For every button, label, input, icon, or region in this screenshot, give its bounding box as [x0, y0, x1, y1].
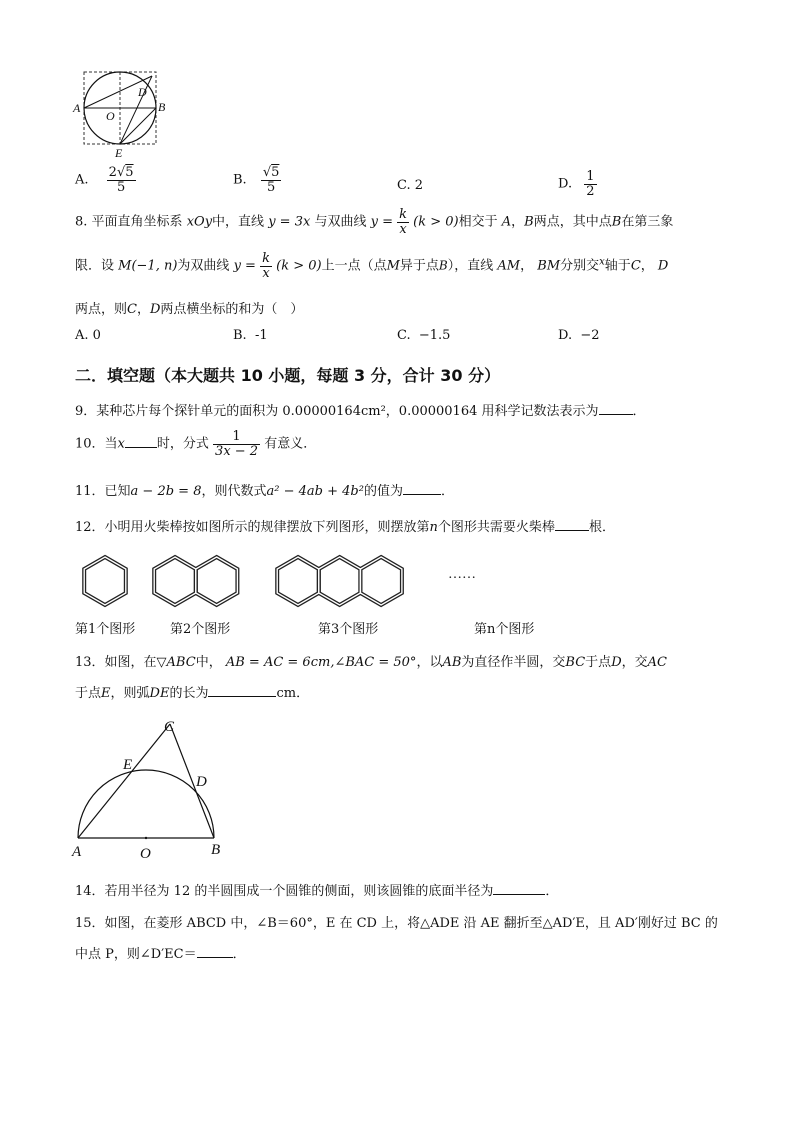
q10: 10．当x 时，分式 $\frac{1}{3x - 2}$ 有意义．: [75, 429, 317, 459]
q13-label-b: B: [211, 842, 221, 858]
q14-answer-blank[interactable]: [493, 882, 545, 895]
q12-caption-3: 第3个图形: [318, 622, 379, 637]
q13-label-a: A: [72, 844, 82, 860]
q13-line1: 13．如图，在▽ABC中， AB = AC = 6cm,∠BAC = 50°，以AB为直径作半圆，交BC于点D，交AC: [75, 655, 667, 670]
q7-label-a: A: [73, 101, 81, 115]
q15-line1: 15．如图，在菱形 ABCD 中，∠B＝60°，E 在 CD 上，将△ADE 沿 AE 翻折至△AD′E，且 AD′刚好过 BC 的: [75, 916, 718, 931]
q9: 9．某种芯片每个探针单元的面积为 0.00000164cm²，0.00000164 用科学记数法表示为 ．: [75, 404, 646, 419]
q8-option-a: A. 0: [75, 328, 101, 343]
q8-option-b: B. -1: [233, 328, 268, 343]
q7-option-a: A. $\frac{2√5}{5}$: [75, 165, 134, 195]
q7-label-b: B: [158, 100, 166, 114]
q12-answer-blank[interactable]: [555, 518, 589, 531]
match-hexagon: [319, 557, 361, 605]
q12-caption-2: 第2个图形: [170, 622, 231, 637]
q11-answer-blank[interactable]: [403, 482, 441, 495]
q8-option-d: D. −2: [558, 328, 600, 343]
q12-figure: [70, 548, 550, 614]
q7-option-d: D. $\frac{1}{2}$: [558, 169, 595, 199]
q12-caption-4: 第n个图形: [474, 622, 535, 637]
q13-segment-ac: [78, 724, 170, 838]
q11: 11．已知a − 2b = 8，则代数式a² − 4ab + 4b²的值为 ．: [75, 484, 454, 499]
q10-answer-blank[interactable]: [125, 435, 157, 448]
q7-figure: [68, 66, 168, 162]
match-hexagon: [154, 557, 196, 605]
q12: 12．小明用火柴棒按如图所示的规律摆放下列图形，则摆放第n个图形共需要火柴棒 根．: [75, 520, 615, 535]
q13-label-d: D: [196, 774, 207, 790]
q13-label-o: O: [140, 846, 151, 862]
q9-answer-blank[interactable]: [599, 402, 633, 415]
q7-chord-e: [120, 76, 152, 144]
q13-answer-blank[interactable]: [208, 684, 276, 697]
q13-figure: [68, 712, 238, 862]
q7-label-e: E: [115, 146, 123, 160]
q8-line3: 两点，则C，D两点横坐标的和为（ ）: [75, 302, 304, 317]
q15-answer-blank[interactable]: [197, 945, 233, 958]
q8-option-c: C. −1.5: [397, 328, 451, 343]
q13-line2: 于点E，则弧DE的长为 cm．: [75, 686, 310, 701]
q8-line2: 限．设 M(−1, n)为双曲线 y = $\frac{k}{x}$ (k > 0)上一点（点M异于点B），直线 AM， BM分别交$^x$轴于C， D: [75, 251, 669, 281]
q7-label-o: O: [106, 109, 115, 123]
q13-label-c: C: [164, 719, 175, 735]
q12-caption-1: 第1个图形: [75, 622, 136, 637]
q13-center-dot: [145, 837, 147, 839]
q7-label-d: D: [138, 85, 147, 99]
q12-dots: ……: [448, 567, 476, 582]
match-hexagon: [360, 557, 402, 605]
match-hexagon: [277, 557, 319, 605]
q13-segment-bc: [170, 724, 214, 838]
q14: 14．若用半径为 12 的半圆围成一个圆锥的侧面，则该圆锥的底面半径为 ．: [75, 884, 559, 899]
q7-option-c: C. 2: [397, 178, 424, 193]
q15-line2: 中点 P，则∠D′EC＝ ．: [75, 947, 246, 962]
q7-option-b: B. $\frac{√5}{5}$: [233, 165, 280, 195]
match-hexagon: [196, 557, 238, 605]
q13-label-e: E: [123, 757, 133, 773]
q8-line1: 8. 平面直角坐标系 xOy中，直线 y = 3x 与双曲线 y = $\frac{k}{x}$ (k > 0)相交于 A，B两点，其中点B在第三象: [75, 207, 674, 237]
q13-semicircle: [78, 770, 214, 838]
section-heading: 二．填空题（本大题共 10 小题，每题 3 分，合计 30 分）: [75, 366, 501, 385]
match-hexagon: [84, 557, 126, 605]
